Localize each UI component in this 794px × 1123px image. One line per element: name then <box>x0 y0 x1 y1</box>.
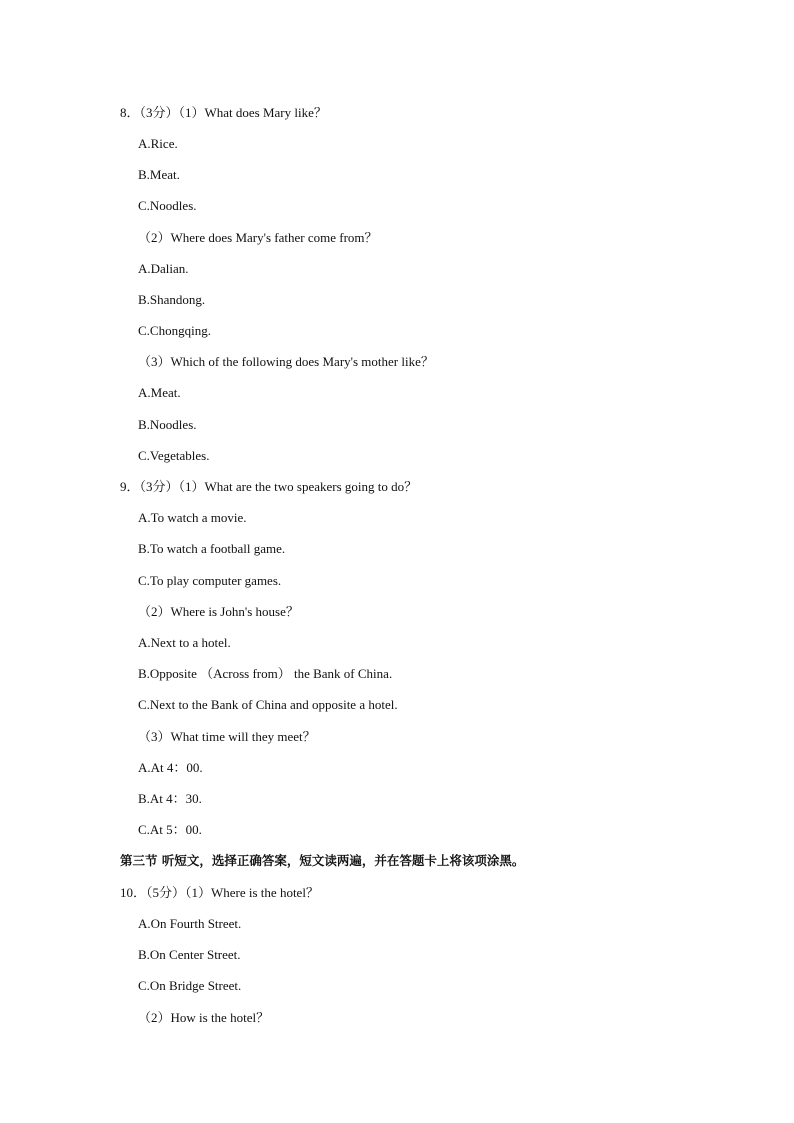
q8-1-option-a: A.Rice. <box>138 136 178 151</box>
q8-3-option-c: C.Vegetables. <box>138 448 210 463</box>
q9-sub-3: （3）What time will they meet？ <box>138 729 316 744</box>
q8-sub-2: （2）Where does Mary's father come from？ <box>138 230 378 245</box>
q8-2-option-c: C.Chongqing. <box>138 323 211 338</box>
q8-3-option-a: A.Meat. <box>138 385 181 400</box>
q9-2-option-a: A.Next to a hotel. <box>138 635 231 650</box>
q8-2-option-a: A.Dalian. <box>138 261 189 276</box>
q9-1-option-a: A.To watch a movie. <box>138 510 247 525</box>
question-9-header: 9．（3分）（1）What are the two speakers going to do？ <box>120 479 418 494</box>
q8-1-option-c: C.Noodles. <box>138 198 197 213</box>
q9-2-option-b: B.Opposite （Across from） the Bank of China. <box>138 666 393 681</box>
q10-1-option-b: B.On Center Street. <box>138 947 241 962</box>
question-10-header: 10．（5分）（1）Where is the hotel？ <box>120 885 319 900</box>
q8-3-option-b: B.Noodles. <box>138 417 197 432</box>
q8-1-option-b: B.Meat. <box>138 167 180 182</box>
q9-1-option-c: C.To play computer games. <box>138 573 282 588</box>
q9-3-option-a: A.At 4：00. <box>138 760 203 775</box>
q9-1-option-b: B.To watch a football game. <box>138 541 286 556</box>
section-3-heading: 第三节 听短文，选择正确答案，短文读两遍，并在答题卡上将该项涂黑。 <box>120 853 525 868</box>
q8-sub-3: （3）Which of the following does Mary's mother like？ <box>138 354 434 369</box>
q10-sub-2: （2）How is the hotel？ <box>138 1010 270 1025</box>
q10-1-option-a: A.On Fourth Street. <box>138 916 242 931</box>
q9-3-option-b: B.At 4：30. <box>138 791 202 806</box>
q9-3-option-c: C.At 5：00. <box>138 822 202 837</box>
q8-2-option-b: B.Shandong. <box>138 292 206 307</box>
q9-sub-2: （2）Where is John's house？ <box>138 604 299 619</box>
q9-2-option-c: C.Next to the Bank of China and opposite a hotel. <box>138 697 398 712</box>
q10-1-option-c: C.On Bridge Street. <box>138 978 242 993</box>
question-8-header: 8．（3分）（1）What does Mary like？ <box>120 105 327 120</box>
